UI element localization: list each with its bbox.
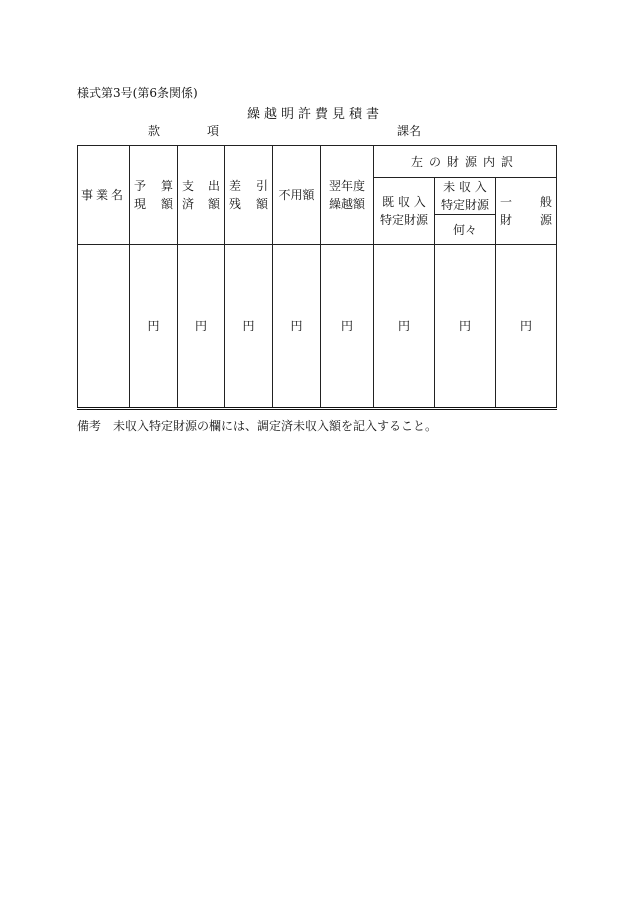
header-zaigen-span: 左の財源内訳 bbox=[374, 146, 557, 178]
cell-shishutsu: 円 bbox=[178, 245, 225, 409]
cell-fuyogaku: 円 bbox=[273, 245, 321, 409]
remarks-text: 未収入特定財源の欄には、調定済未収入額を記入すること。 bbox=[113, 419, 438, 433]
cell-ippan: 円 bbox=[496, 245, 557, 409]
label-kamei: 課名 bbox=[397, 124, 422, 138]
header-kishu: 既 収 入 特定財源 bbox=[374, 178, 435, 245]
header-yokunendo: 翌年度 繰越額 bbox=[321, 146, 374, 245]
remarks bbox=[77, 417, 437, 434]
cell-jigyomei bbox=[78, 245, 130, 409]
cell-sabiki: 円 bbox=[225, 245, 273, 409]
form-number: 様式第3号(第6条関係) bbox=[77, 86, 198, 100]
header-nani: 何々 bbox=[435, 215, 496, 245]
label-kan: 款 bbox=[148, 124, 161, 138]
header-mishu: 未 収 入 特定財源 bbox=[435, 178, 496, 215]
cell-yokunendo: 円 bbox=[321, 245, 374, 409]
header-yosan: 予 算 現 額 bbox=[130, 146, 178, 245]
header-fuyogaku: 不用額 bbox=[273, 146, 321, 245]
cell-mishu: 円 bbox=[435, 245, 496, 409]
header-shishutsu: 支 出 済 額 bbox=[178, 146, 225, 245]
label-kou: 項 bbox=[207, 124, 220, 138]
remarks-label: 備考 bbox=[77, 419, 102, 433]
cell-kishu: 円 bbox=[374, 245, 435, 409]
header-ippan: 一 般 財 源 bbox=[496, 178, 557, 245]
header-jigyomei: 事業名 bbox=[78, 146, 130, 245]
header-sabiki: 差 引 残 額 bbox=[225, 146, 273, 245]
document-title: 繰越明許費見積書 bbox=[246, 107, 383, 122]
cell-yosan: 円 bbox=[130, 245, 178, 409]
estimate-table bbox=[77, 145, 557, 410]
